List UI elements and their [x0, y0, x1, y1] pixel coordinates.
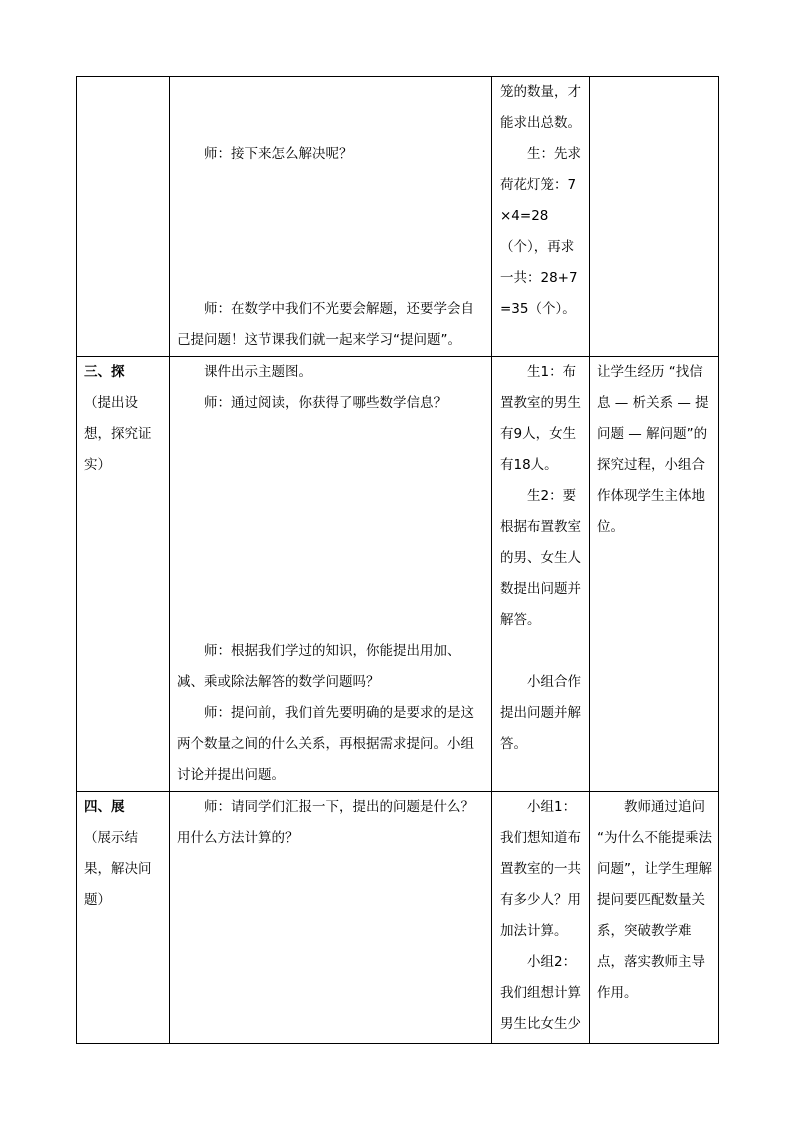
table-row: [77, 77, 719, 357]
design-intent-cell: [590, 357, 719, 792]
teacher-line: 师：请同学们汇报一下，提出的问题是什么？用什么方法计算的？: [177, 799, 474, 846]
stage-cell: [77, 792, 170, 1044]
table-row: [77, 792, 719, 1044]
student-line: 笼的数量，才能求出总数。: [500, 84, 581, 131]
teacher-activity-cell: [170, 792, 492, 1044]
stage-title: 四、展: [84, 799, 125, 815]
student-activity-cell: [492, 77, 590, 357]
design-intent-cell: [590, 792, 719, 1044]
student-line: 生：先求荷花灯笼：7×4=28（个），再求一共：28+7=35（个）。: [500, 146, 581, 317]
teacher-line: 师：提问前，我们首先要明确的是要求的是这两个数量之间的什么关系，再根据需求提问。小组讨论并提出问题。: [177, 705, 474, 783]
design-intent-text: 教师通过追问 “为什么不能提乘法问题”，让学生理解提问要匹配数量关系，突破教学难点，落实教师主导作用。: [597, 799, 712, 1001]
teacher-line: 课件出示主题图。: [204, 364, 312, 380]
student-line: 小组2：我们组想计算男生比女生少: [500, 954, 581, 1032]
student-line: 小组1：我们想知道布置教室的一共有多少人？用加法计算。: [500, 799, 581, 939]
student-line: 生1：布置教室的男生有9人，女生有18人。: [500, 364, 581, 473]
stage-subtitle: （展示结果，解决问题）: [84, 830, 152, 908]
table-row: [77, 357, 719, 792]
stage-title: 三、探: [84, 364, 125, 380]
teacher-line: 师：通过阅读，你获得了哪些数学信息？: [204, 395, 447, 411]
teacher-line: 师：在数学中我们不光要会解题，还要学会自己提问题！这节课我们就一起来学习“提问题”。: [177, 301, 474, 348]
stage-cell: [77, 77, 170, 357]
student-activity-cell: [492, 357, 590, 792]
stage-cell: [77, 357, 170, 792]
teacher-activity-cell: [170, 357, 492, 792]
design-intent-cell: [590, 77, 719, 357]
student-line: 生2：要根据布置教室的男、女生人数提出问题并解答。: [500, 488, 581, 628]
design-intent-text: 让学生经历 “找信息 — 析关系 — 提问题 — 解问题”的探究过程，小组合作体现学生主体地位。: [597, 364, 709, 535]
teacher-activity-cell: [170, 77, 492, 357]
lesson-plan-table: [76, 76, 719, 1044]
teacher-line: 师：接下来怎么解决呢？: [204, 146, 353, 162]
student-activity-cell: [492, 792, 590, 1044]
teacher-line: 师：根据我们学过的知识，你能提出用加、减、乘或除法解答的数学问题吗？: [177, 643, 461, 690]
student-line: 小组合作提出问题并解答。: [500, 674, 581, 752]
stage-subtitle: （提出设想，探究证实）: [84, 395, 152, 473]
